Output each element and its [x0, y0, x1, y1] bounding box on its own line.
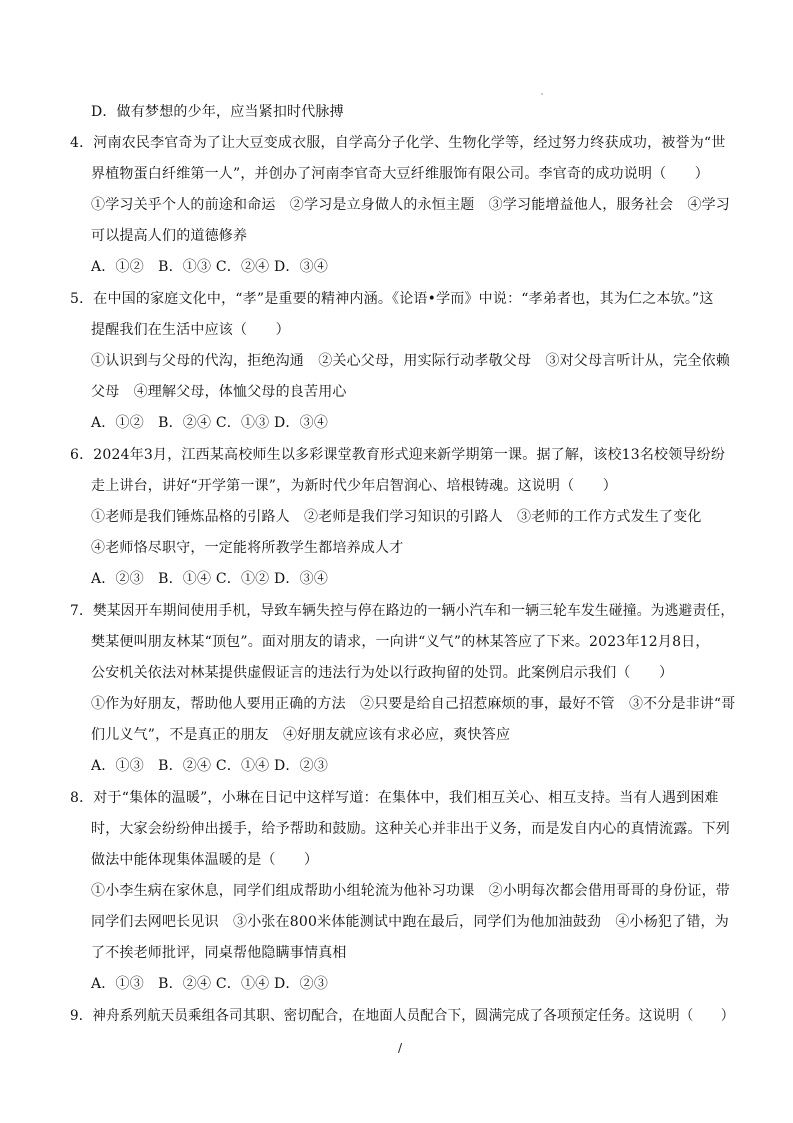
- q4-statements-line-1: ①学习关乎个人的前途和命运 ②学习是立身做人的永恒主题 ③学习能增益他人，服务社会 ④学习: [91, 197, 730, 213]
- q8-statements-line-2: 同学们去网吧长见识 ③小张在800米体能测试中跑在最后，同学们为他加油鼓劲 ④小杨犯了错，为: [91, 914, 729, 930]
- q4-stem-line-1: 4．河南农民李官奇为了让大豆变成衣服，自学高分子化学、生物化学等，经过努力终获成功，被誉为“世: [70, 135, 726, 151]
- page-footer-mark: /: [398, 1041, 403, 1055]
- q8-stem-line-2: 时，大家会纷纷伸出援手，给予帮助和鼓励。这种关心并非出于义务，而是发自内心的真情流露。下列: [91, 821, 730, 837]
- q5-stem-line-1: 5．在中国的家庭文化中，“孝”是重要的精神内涵。《论语•学而》中说：“孝弟者也，其为仁之本欤。”这: [70, 291, 714, 307]
- q5-statements-line-2: 父母 ④理解父母，体恤父母的良苦用心: [91, 384, 347, 400]
- q8-statements-line-3: 了不挨老师批评，同桌帮他隐瞒事情真相: [91, 945, 347, 961]
- q6-stem-line-2: 走上讲台，讲好“开学第一课”，为新时代少年启智润心、培根铸魂。这说明（ ）: [91, 478, 617, 494]
- q6-statements-line-2: ④老师恪尽职守，一定能将所教学生都培养成人才: [91, 540, 404, 556]
- q3-option-d: D．做有梦想的少年，应当紧扣时代脉搏: [91, 104, 344, 120]
- q4-answer-options: A．①② B．①③ C．②④ D．③④: [91, 259, 329, 275]
- q7-stem-line-1: 7．樊某因开车期间使用手机，导致车辆失控与停在路边的一辆小汽车和一辆三轮车发生碰撞。为逃避责任，: [70, 603, 735, 619]
- q6-answer-options: A．②③ B．①④ C．①② D．③④: [91, 571, 329, 587]
- scan-speck: [541, 93, 543, 95]
- q9-stem-line-1: 9．神舟系列航天员乘组各司其职、密切配合，在地面人员配合下，圆满完成了各项预定任务。这说明（ ）: [70, 1008, 735, 1024]
- q7-answer-options: A．①③ B．②④ C．①④ D．②③: [91, 758, 329, 774]
- q7-stem-line-3: 公安机关依法对林某提供虚假证言的违法行为处以行政拘留的处罚。此案例启示我们（ ）: [91, 665, 674, 681]
- q5-answer-options: A．①② B．②④ C．①③ D．③④: [91, 415, 329, 431]
- q7-stem-line-2: 樊某便叫朋友林某“顶包”。面对朋友的请求，一向讲“义气”的林某答应了下来。2023年12月8日，: [91, 634, 710, 650]
- q4-stem-line-2: 界植物蛋白纤维第一人”，并创办了河南李官奇大豆纤维服饰有限公司。李官奇的成功说明（ ）: [91, 166, 709, 182]
- q5-statements-line-1: ①认识到与父母的代沟，拒绝沟通 ②关心父母，用实际行动孝敬父母 ③对父母言听计从，完全依赖: [91, 353, 730, 369]
- q7-statements-line-1: ①作为好朋友，帮助他人要用正确的方法 ②只要是给自己招惹麻烦的事，最好不管 ③不分是非讲“哥: [91, 696, 736, 712]
- q8-statements-line-1: ①小李生病在家休息，同学们组成帮助小组轮流为他补习功课 ②小明每次都会借用哥哥的身份证，带: [91, 883, 730, 899]
- q6-stem-line-1: 6．2024年3月，江西某高校师生以多彩课堂教育形式迎来新学期第一课。据了解，该校13名校领导纷纷: [70, 447, 726, 463]
- q5-stem-line-2: 提醒我们在生活中应该（ ）: [91, 322, 290, 338]
- q7-statements-line-2: 们儿义气”，不是真正的朋友 ④好朋友就应该有求必应，爽快答应: [91, 727, 511, 743]
- q8-answer-options: A．①③ B．②④ C．①④ D．②③: [91, 976, 329, 992]
- q8-stem-line-1: 8．对于“集体的温暖”，小琳在日记中这样写道：在集体中，我们相互关心、相互支持。当有人遇到困难: [70, 790, 719, 806]
- q6-statements-line-1: ①老师是我们锤炼品格的引路人 ②老师是我们学习知识的引路人 ③老师的工作方式发生了变化: [91, 509, 702, 525]
- q8-stem-line-3: 做法中能体现集体温暖的是（ ）: [91, 852, 319, 868]
- q4-statements-line-2: 可以提高人们的道德修养: [91, 228, 248, 244]
